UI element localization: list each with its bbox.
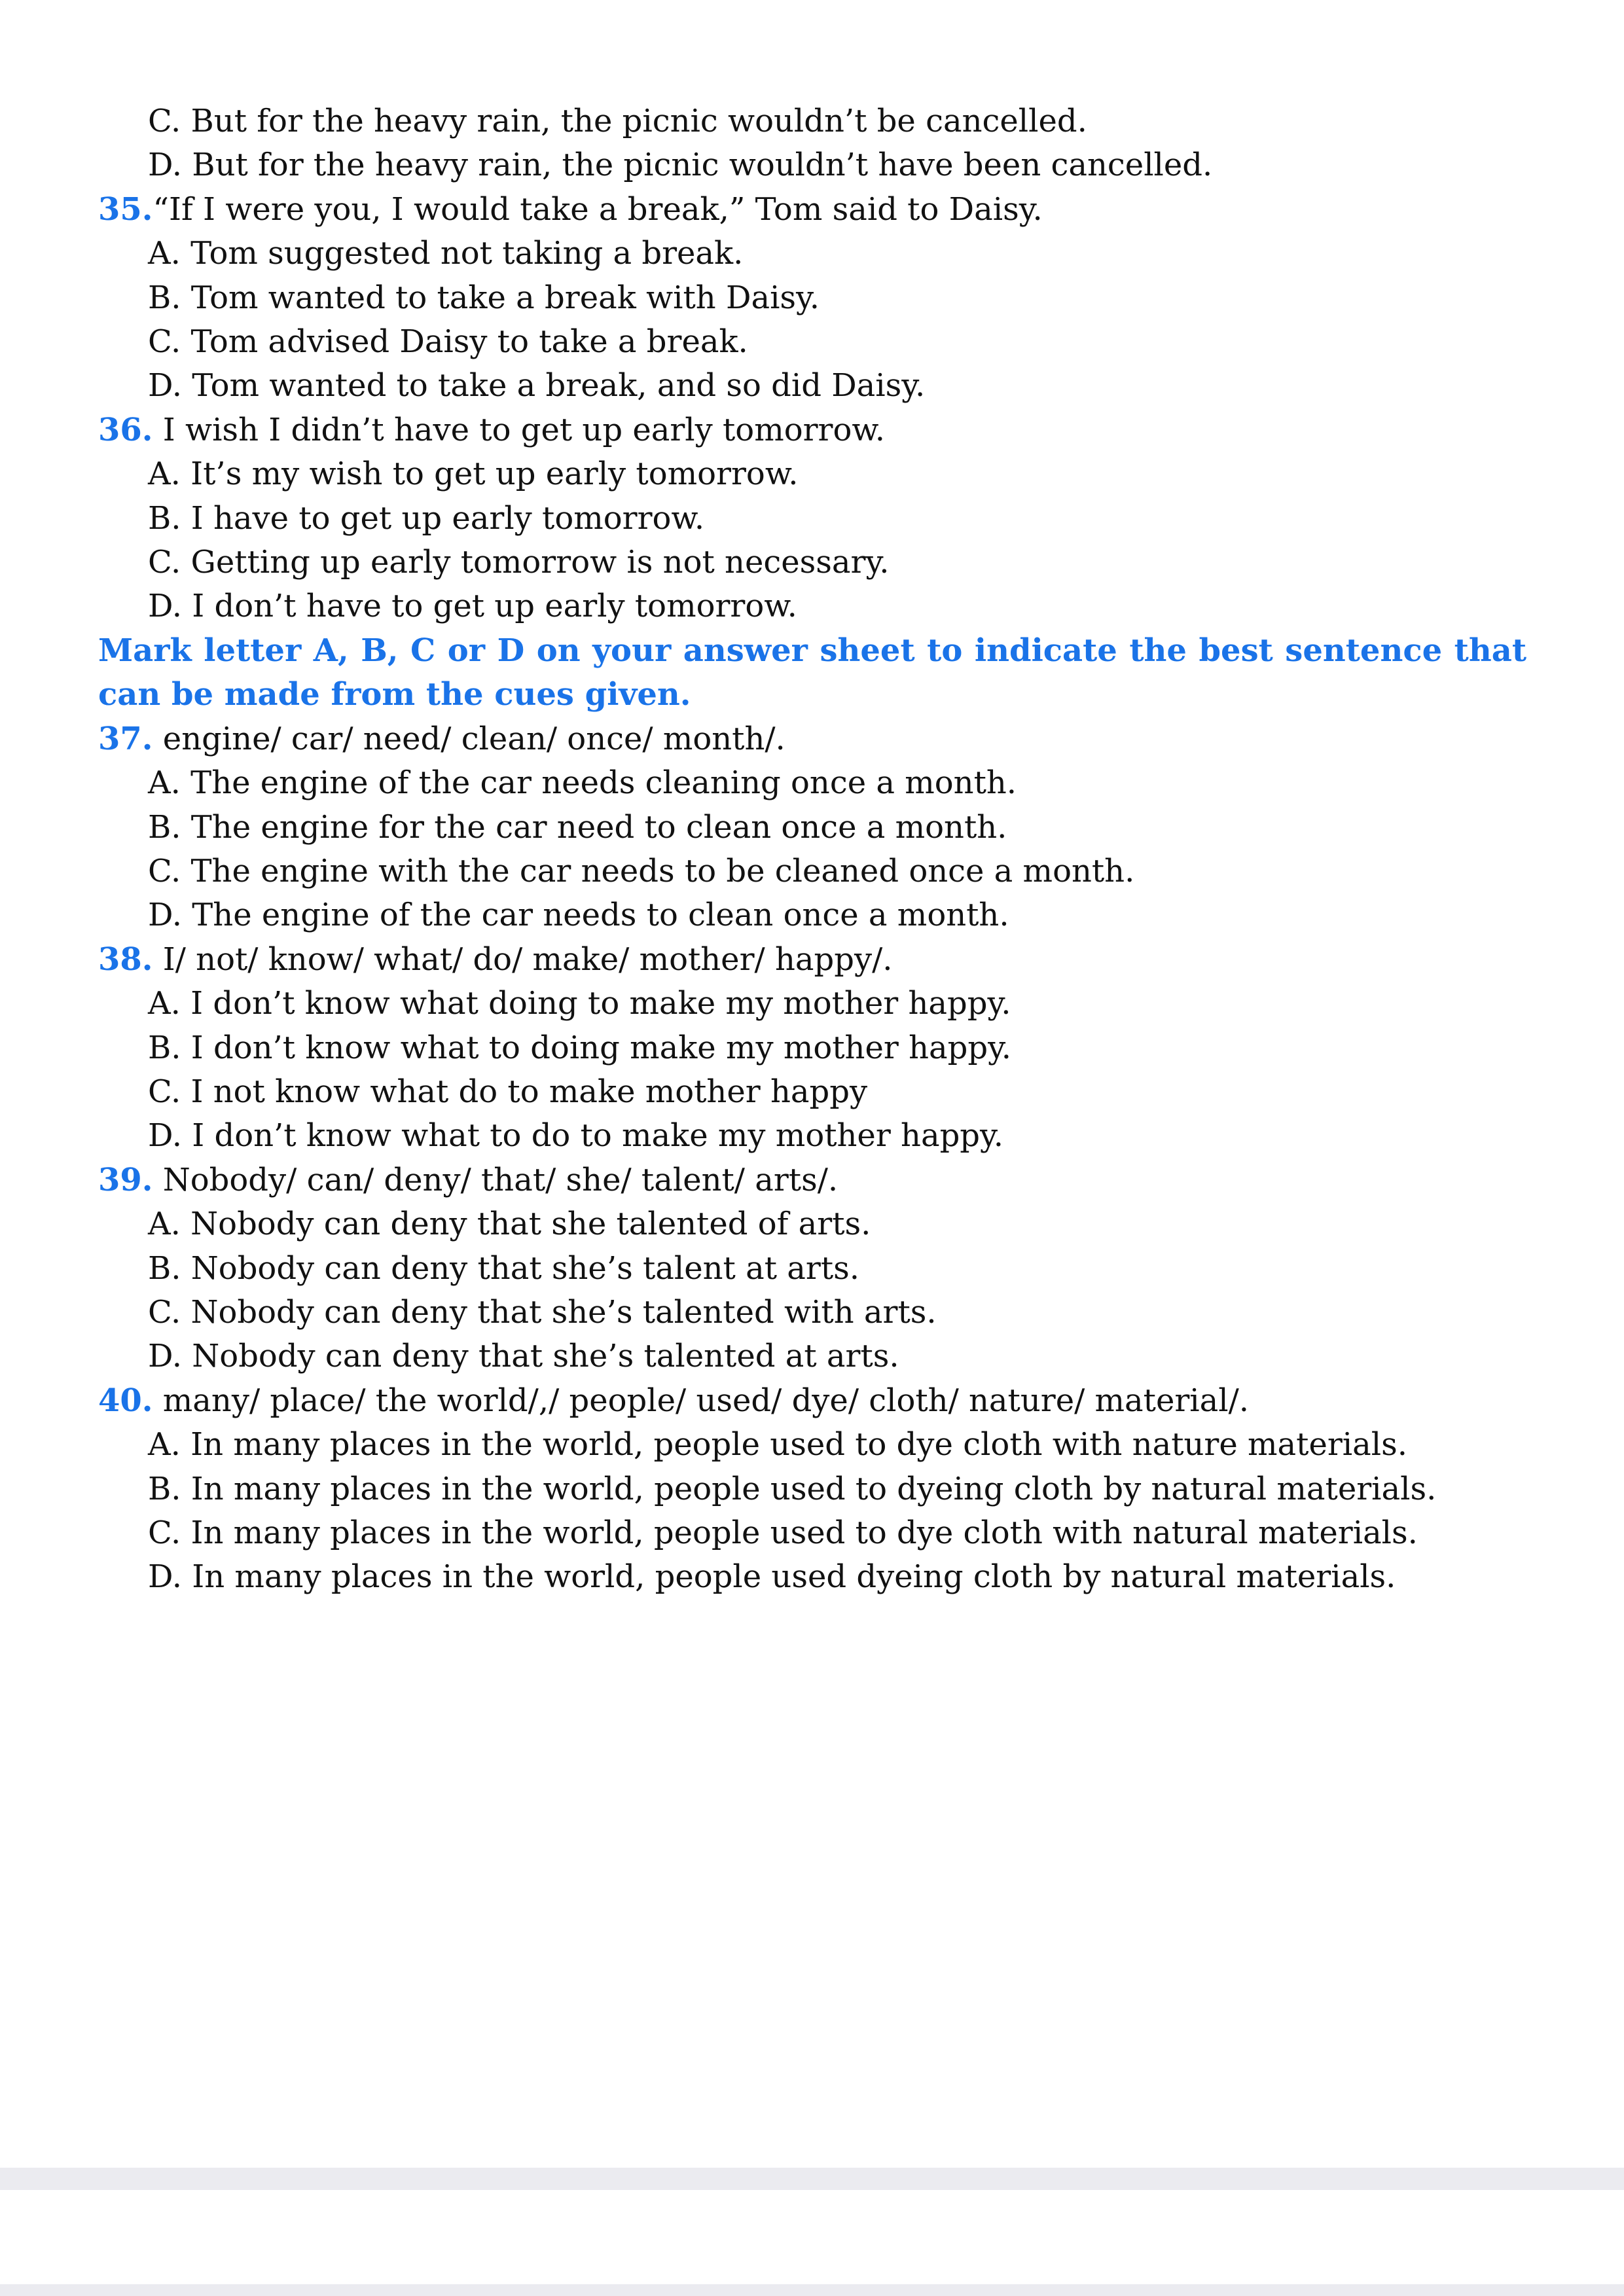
option-line: A. I don’t know what doing to make my mother happy.	[148, 985, 1011, 1022]
option-line: A. The engine of the car needs cleaning once a month.	[148, 764, 1017, 802]
option-line: C. I not know what do to make mother happy	[148, 1073, 868, 1110]
option-line: A. It’s my wish to get up early tomorrow.	[148, 456, 799, 493]
question-36-stem	[98, 408, 1532, 452]
page-separator	[0, 2284, 1624, 2296]
question-number: 37.	[98, 720, 153, 757]
question-text: I/ not/ know/ what/ do/ make/ mother/ happy/.	[162, 941, 893, 978]
option-line: C. In many places in the world, people used to dye cloth with natural materials.	[148, 1515, 1418, 1551]
option-line: B. Nobody can deny that she’s talent at arts.	[148, 1249, 860, 1287]
option-line: D. Nobody can deny that she’s talented at arts.	[148, 1338, 899, 1375]
question-number: 39.	[98, 1161, 153, 1198]
question-number: 36.	[98, 411, 153, 448]
option-line: D. I don’t have to get up early tomorrow.	[148, 588, 797, 625]
option-line: B. In many places in the world, people used to dyeing cloth by natural materials.	[148, 1470, 1437, 1507]
question-text: engine/ car/ need/ clean/ once/ month/.	[162, 720, 785, 757]
question-35-stem	[98, 188, 1532, 232]
option-line: A. Nobody can deny that she talented of arts.	[148, 1206, 871, 1243]
question-text: I wish I didn’t have to get up early tomorrow.	[153, 411, 886, 448]
page-content	[98, 99, 1532, 1600]
question-text: many/ place/ the world/,/ people/ used/ dye/ cloth/ nature/ material/.	[153, 1382, 1250, 1419]
page-separator	[0, 2168, 1624, 2190]
question-number: 38.	[98, 941, 153, 978]
option-line: A. In many places in the world, people used to dye cloth with nature materials.	[148, 1426, 1408, 1463]
option-line: D. But for the heavy rain, the picnic wouldn’t have been cancelled.	[148, 147, 1213, 184]
option-line: C. Getting up early tomorrow is not necessary.	[148, 544, 890, 581]
question-number: 35.	[98, 190, 153, 228]
option-line: D. I don’t know what to do to make my mother happy.	[148, 1117, 1004, 1155]
next-page	[0, 2190, 1624, 2284]
option-line: A. Tom suggested not taking a break.	[148, 235, 744, 272]
option-line: B. I don’t know what to doing make my mother happy.	[148, 1029, 1012, 1066]
option-line: D. Tom wanted to take a break, and so did Daisy.	[148, 367, 926, 404]
option-line: B. I have to get up early tomorrow.	[148, 499, 705, 537]
question-number: 40.	[98, 1382, 153, 1419]
option-line: D. In many places in the world, people used dyeing cloth by natural materials.	[148, 1558, 1396, 1596]
question-text: Nobody/ can/ deny/ that/ she/ talent/ arts/.	[153, 1161, 839, 1198]
question-38-stem	[98, 938, 1532, 982]
option-line: B. Tom wanted to take a break with Daisy.	[148, 279, 820, 316]
option-line: D. The engine of the car needs to clean once a month.	[148, 897, 1009, 934]
question-37-stem	[98, 717, 1532, 761]
option-line: C. Nobody can deny that she’s talented with arts.	[148, 1293, 937, 1331]
option-line: C. But for the heavy rain, the picnic wouldn’t be cancelled.	[148, 103, 1087, 139]
question-40-stem	[98, 1379, 1532, 1423]
question-text: “If I were you, I would take a break,” Tom said to Daisy.	[153, 190, 1043, 228]
option-line: C. Tom advised Daisy to take a break.	[148, 323, 748, 361]
section-instruction: Mark letter A, B, C or D on your answer sheet to indicate the best sentence that can be made from the cues given.	[98, 632, 1526, 713]
question-39-stem	[98, 1158, 1532, 1202]
option-line: C. The engine with the car needs to be cleaned once a month.	[148, 852, 1135, 889]
option-line: B. The engine for the car need to clean once a month.	[148, 808, 1007, 846]
